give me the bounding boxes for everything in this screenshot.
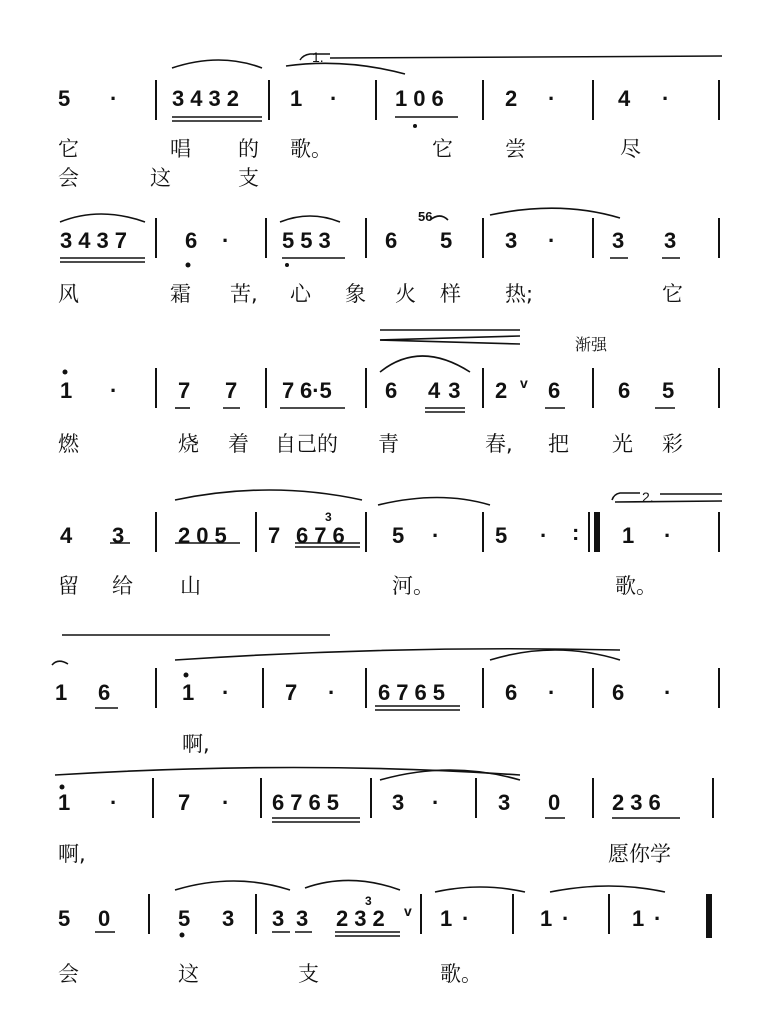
note: 3 [222, 906, 235, 931]
note: 1 [55, 680, 68, 705]
note-group: 232 [336, 906, 391, 931]
note: 3 [664, 228, 677, 253]
note: 4 [618, 86, 631, 111]
lyric: 风 [58, 282, 79, 306]
lyric: 支 [238, 166, 259, 190]
note: 2 [495, 378, 508, 403]
note: 3 [272, 906, 285, 931]
note: 6 [385, 228, 398, 253]
dot: · [222, 228, 230, 253]
dot: · [222, 680, 230, 705]
note: 4 [60, 523, 73, 548]
dot: · [664, 680, 672, 705]
dot: · [540, 523, 548, 548]
note: 7 [268, 523, 281, 548]
note: 6 [548, 378, 561, 403]
lyric: 样 [440, 282, 461, 306]
dot: · [548, 86, 556, 111]
note: 6 [618, 378, 631, 403]
note-group: 676 [296, 523, 351, 548]
dynamic-marking: 渐强 [575, 335, 608, 354]
note: 1 [182, 680, 195, 705]
note-group: 3432 [172, 86, 245, 111]
dot: · [110, 790, 118, 815]
lyric: 尝 [505, 137, 526, 161]
note: 5 [58, 906, 71, 931]
note-group: 3437 [60, 228, 133, 253]
dot: · [548, 680, 556, 705]
note: 0 [548, 790, 561, 815]
lyric: 支 [298, 962, 319, 986]
dot: · [222, 790, 230, 815]
note: 3 [505, 228, 518, 253]
note: 5 [178, 906, 191, 931]
note: 5 [440, 228, 453, 253]
note: 5 [662, 378, 675, 403]
note: 0 [98, 906, 111, 931]
note: 1 [60, 378, 73, 403]
lyric: 自己的 [275, 432, 338, 456]
note: 6 [98, 680, 111, 705]
note: 1 [440, 906, 453, 931]
note-group: 6765 [272, 790, 345, 815]
lyric: 歌。 [290, 137, 332, 161]
note: 7 [178, 790, 191, 815]
lyric: 这 [150, 166, 171, 190]
lyric: 心 [290, 282, 311, 306]
lyric: 这 [178, 962, 199, 986]
note: 1 [290, 86, 303, 111]
lyric: 尽 [620, 137, 641, 161]
lyric: 春, [485, 432, 513, 456]
note-group: 6765 [378, 680, 451, 705]
lyric: 苦, [230, 282, 258, 306]
dot: · [562, 906, 570, 931]
dot: · [328, 680, 336, 705]
note-group: 106 [395, 86, 450, 111]
triplet-mark: 3 [325, 510, 332, 524]
lyric: 山 [180, 574, 201, 598]
note: 3 [498, 790, 511, 815]
note: 1 [540, 906, 553, 931]
repeat-dots: : [572, 520, 580, 545]
lyric: 歌。 [615, 574, 657, 598]
note: 3 [296, 906, 309, 931]
lyric: 歌。 [440, 962, 482, 986]
note: 2 [505, 86, 518, 111]
lyric: 给 [112, 574, 133, 598]
lyric: 它 [432, 137, 453, 161]
note: 5 [495, 523, 508, 548]
lyric: 霜 [170, 282, 191, 306]
dot: · [110, 86, 118, 111]
lyric: 象 [345, 282, 366, 306]
lyric: 啊, [58, 842, 86, 866]
note: 3 [392, 790, 405, 815]
dot: · [432, 523, 440, 548]
note-group: 553 [282, 228, 337, 253]
note-group: 6·5 [300, 378, 332, 403]
lyric: 留 [58, 574, 79, 598]
note: 3 [612, 228, 625, 253]
lyric: 热; [505, 282, 534, 306]
note: 6 [385, 378, 398, 403]
lyric: 河。 [392, 574, 434, 598]
note: 5 [58, 86, 71, 111]
lyric: 燃 [58, 432, 79, 456]
note: 3 [112, 523, 125, 548]
lyric: 唱 [170, 137, 191, 161]
lyric: 会 [58, 962, 79, 986]
lyric: 的 [238, 137, 259, 161]
dot: · [110, 378, 118, 403]
dot: · [330, 86, 338, 111]
note: 1 [622, 523, 635, 548]
dot: · [548, 228, 556, 253]
note: 6 [185, 228, 198, 253]
note: 1 [632, 906, 645, 931]
breath-mark: v [404, 903, 412, 919]
note-group: 43 [428, 378, 469, 403]
lyric: 火 [395, 282, 416, 306]
lyric: 着 [228, 432, 249, 456]
note: 5 [392, 523, 405, 548]
dot: · [462, 906, 470, 931]
note: 6 [505, 680, 518, 705]
dot: · [662, 86, 670, 111]
note: 7 [282, 378, 295, 403]
note: 7 [225, 378, 238, 403]
lyric: 愿你学 [608, 842, 671, 866]
grace-notes: 56 [418, 209, 433, 224]
note-group: 205 [178, 523, 233, 548]
volta-label: 2. [642, 489, 654, 505]
lyric: 它 [58, 137, 79, 161]
triplet-mark: 3 [365, 894, 372, 908]
lyric: 把 [548, 432, 569, 456]
breath-mark: v [520, 375, 528, 391]
dot: · [654, 906, 662, 931]
lyric: 啊, [182, 732, 210, 756]
note-group: 236 [612, 790, 667, 815]
volta-label: 1. [312, 49, 324, 65]
lyric: 彩 [662, 432, 683, 456]
lyric: 烧 [178, 432, 199, 456]
dot: · [432, 790, 440, 815]
lyric: 青 [378, 432, 399, 456]
note: 6 [612, 680, 625, 705]
lyric: 光 [612, 432, 633, 456]
lyric: 它 [662, 282, 683, 306]
dot: · [664, 523, 672, 548]
lyric: 会 [58, 166, 79, 190]
note: 7 [178, 378, 191, 403]
note: 7 [285, 680, 298, 705]
note: 1 [58, 790, 71, 815]
